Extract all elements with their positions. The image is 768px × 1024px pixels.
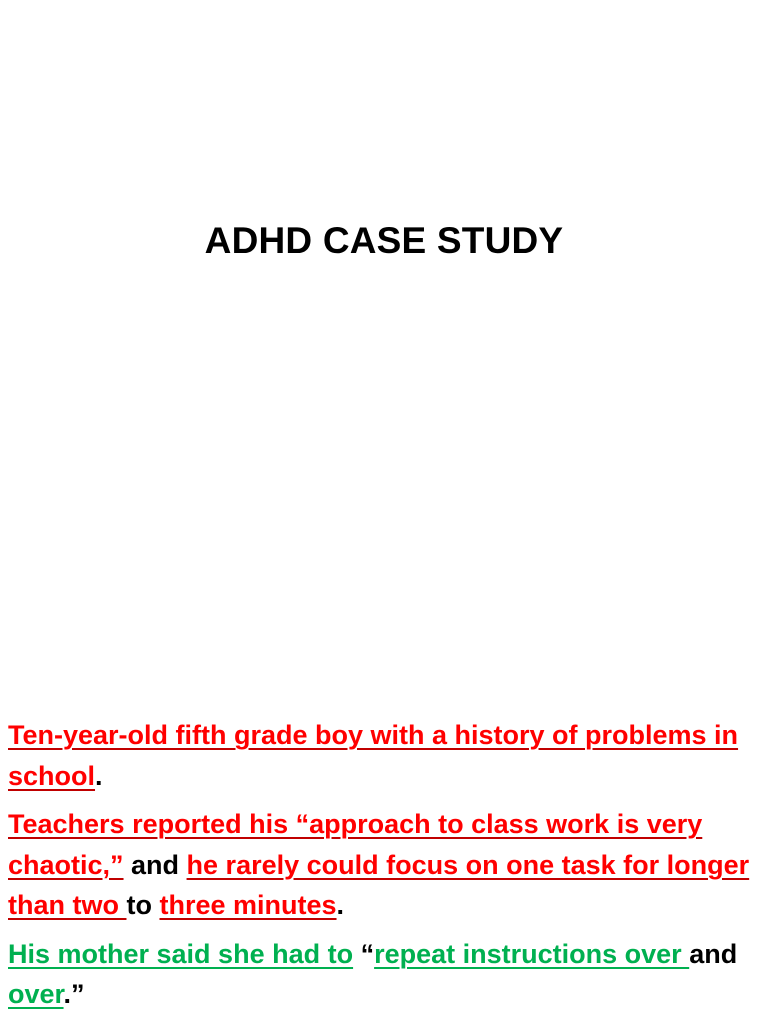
text-red-underlined: Teachers reported his “approach to class work is very chaotic,”	[8, 809, 703, 880]
text-red-underlined: three minutes	[159, 890, 337, 920]
text-plain: .”	[63, 979, 85, 1009]
case-description	[8, 715, 764, 1023]
text-green-underlined: His mother said she had to	[8, 938, 354, 969]
text-green-underlined: repeat instructions over	[374, 938, 690, 969]
text-plain: and	[123, 849, 187, 880]
text-green-underlined: over	[8, 979, 64, 1009]
paragraph-teacher-report	[8, 804, 764, 926]
text-plain: to	[126, 890, 160, 920]
text-plain: “	[353, 938, 375, 969]
text-plain: .	[95, 760, 103, 791]
paragraph-mother-report	[8, 934, 764, 1015]
text-red-underlined: Ten-year-old fifth grade boy with a history of problems in school	[8, 720, 739, 791]
document-title: ADHD CASE STUDY	[204, 220, 564, 261]
text-plain: and	[689, 938, 738, 969]
text-plain: .	[336, 890, 345, 920]
paragraph-patient-history	[8, 715, 764, 796]
text-red-underlined: he rarely could focus on one task for longer than two	[8, 849, 750, 920]
